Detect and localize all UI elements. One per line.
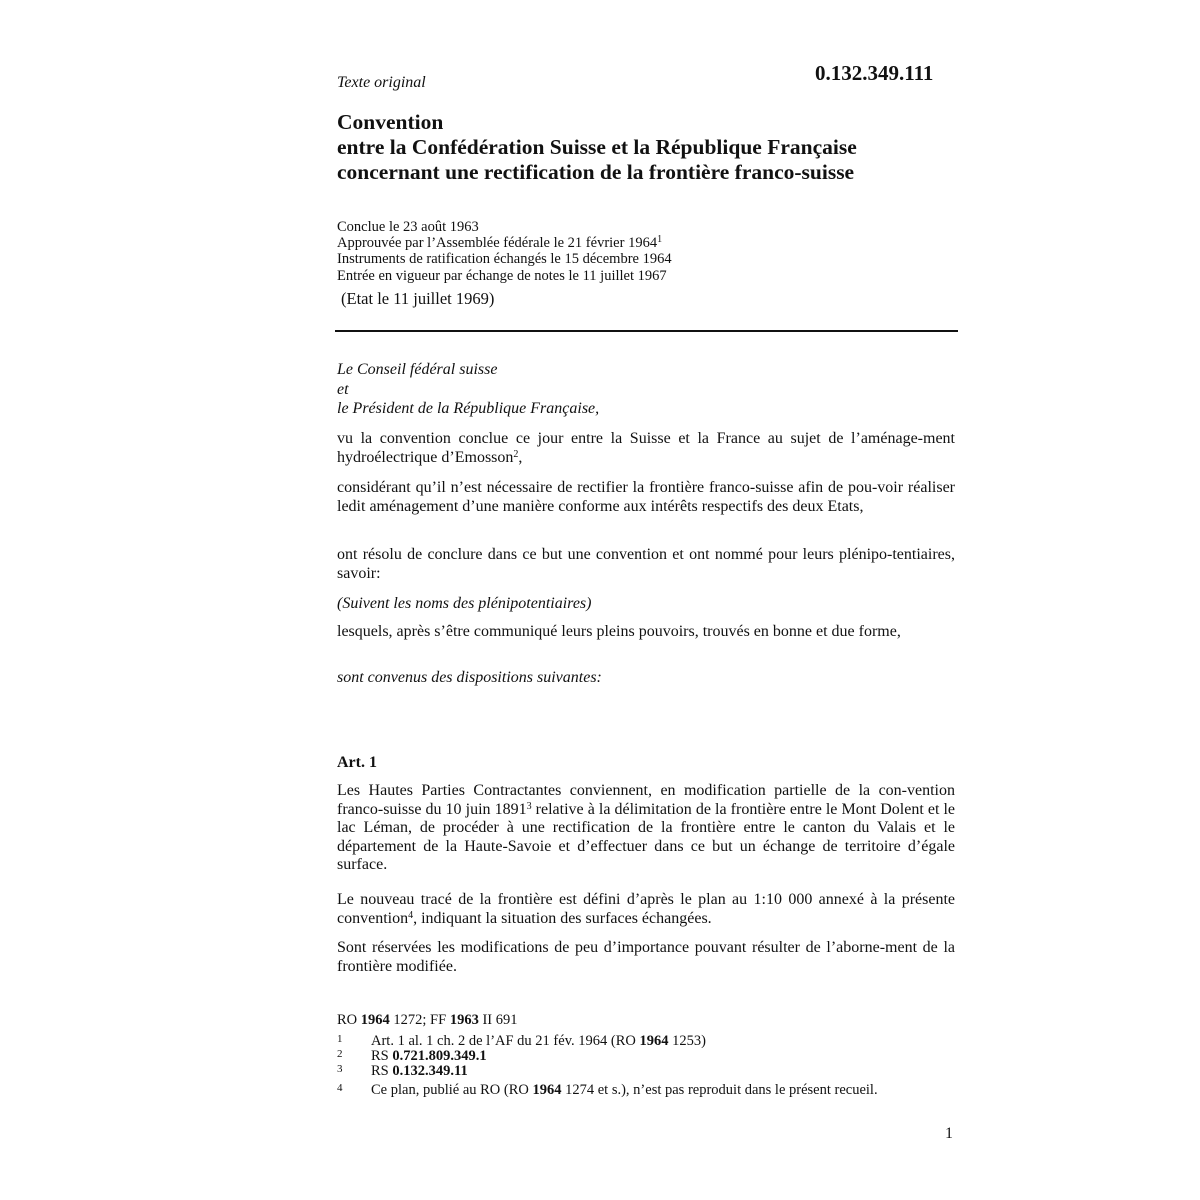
preamble-paragraph-2: considérant qu’il n’est nécessaire de rectifier la frontière franco-suisse afin de pou-voir réaliser ledit aménagement d’une manière conforme aux intérêts respectifs des deux Etats, (337, 479, 955, 515)
article-1-paragraph-2: Le nouveau tracé de la frontière est défini d’après le plan au 1:10 000 annexé à la présente convention$^4$, indiquant la situation des surfaces échangées. (337, 891, 955, 927)
preamble-closing: sont convenus des dispositions suivantes: (337, 669, 602, 686)
title-line-1: Convention (337, 110, 444, 134)
meta-entree: Entrée en vigueur par échange de notes le 11 juillet 1967 (337, 267, 667, 284)
link-rs-0-721-809-349-1[interactable]: 0.721.809.349.1 (392, 1048, 487, 1064)
preamble-party-2: le Président de la République Française, (337, 400, 600, 417)
footnote-ref-3[interactable]: 3 (526, 800, 532, 812)
meta-approuvee: Approuvée par l’Assemblée fédérale le 21 février 1964$^1$ (337, 234, 663, 252)
article-1-paragraph-1: Les Hautes Parties Contractantes conviennent, en modification partielle de la con-vention franco-suisse du 10 juin 1891$^3$ relative à la délimitation de la frontière entre le Mont Dolent et le lac Léman, de procéder à une rectification de la frontière entre le canton du Valais et le département de la Haute-Savoie et d’effectuer dans ce but un échange de territoire d’égale surface. (337, 782, 956, 873)
texte-original-label: Texte original (337, 74, 426, 91)
link-rs-0-132-349-11[interactable]: 0.132.349.11 (392, 1063, 468, 1079)
footnote-2: 2 RS 0.721.809.349.1 (337, 1048, 487, 1064)
preamble-plenipotentiaries: (Suivent les noms des plénipotentiaires) (337, 595, 592, 612)
footnote-ref-1[interactable]: 1 (657, 234, 663, 246)
page-number: 1 (945, 1125, 953, 1142)
preamble-paragraph-1: vu la convention conclue ce jour entre la Suisse et la France au sujet de l’aménage-ment hydroélectrique d’Emosson$^2$, (337, 430, 955, 466)
footnote-3: 3 RS 0.132.349.11 (337, 1063, 468, 1079)
etat-date: (Etat le 11 juillet 1969) (341, 289, 495, 308)
title-line-3: concernant une rectification de la frontière franco-suisse (337, 160, 855, 184)
document-title (337, 110, 977, 185)
preamble-et: et (337, 381, 349, 398)
footnote-4: 4 Ce plan, publié au RO (RO 1964 1274 et s.), n’est pas reproduit dans le présent recueil. (337, 1082, 878, 1098)
footnote-ref-4[interactable]: 4 (408, 909, 414, 921)
metadata-block (337, 219, 672, 284)
meta-instruments: Instruments de ratification échangés le 15 décembre 1964 (337, 251, 672, 268)
footnote-ref-2[interactable]: 2 (513, 448, 519, 460)
preamble-party-1: Le Conseil fédéral suisse (337, 361, 498, 378)
meta-conclue: Conclue le 23 août 1963 (337, 219, 479, 235)
footnote-1: 1 Art. 1 al. 1 ch. 2 de l’AF du 21 fév. 1964 (RO 1964 1253) (337, 1033, 706, 1049)
preamble-paragraph-3: ont résolu de conclure dans ce but une convention et ont nommé pour leurs plénipo-tentiaires, savoir: (337, 546, 955, 582)
preamble-paragraph-5: lesquels, après s’être communiqué leurs pleins pouvoirs, trouvés en bonne et due forme, (337, 623, 901, 640)
title-line-2: entre la Confédération Suisse et la République Française (337, 135, 857, 159)
publication-reference: RO 1964 1272; FF 1963 II 691 (337, 1012, 518, 1028)
header-divider (335, 330, 958, 332)
sr-number: 0.132.349.111 (815, 61, 934, 85)
article-1-paragraph-3: Sont réservées les modifications de peu d’importance pouvant résulter de l’aborne-ment de la frontière modifiée. (337, 939, 955, 975)
article-1-title: Art. 1 (337, 754, 377, 771)
